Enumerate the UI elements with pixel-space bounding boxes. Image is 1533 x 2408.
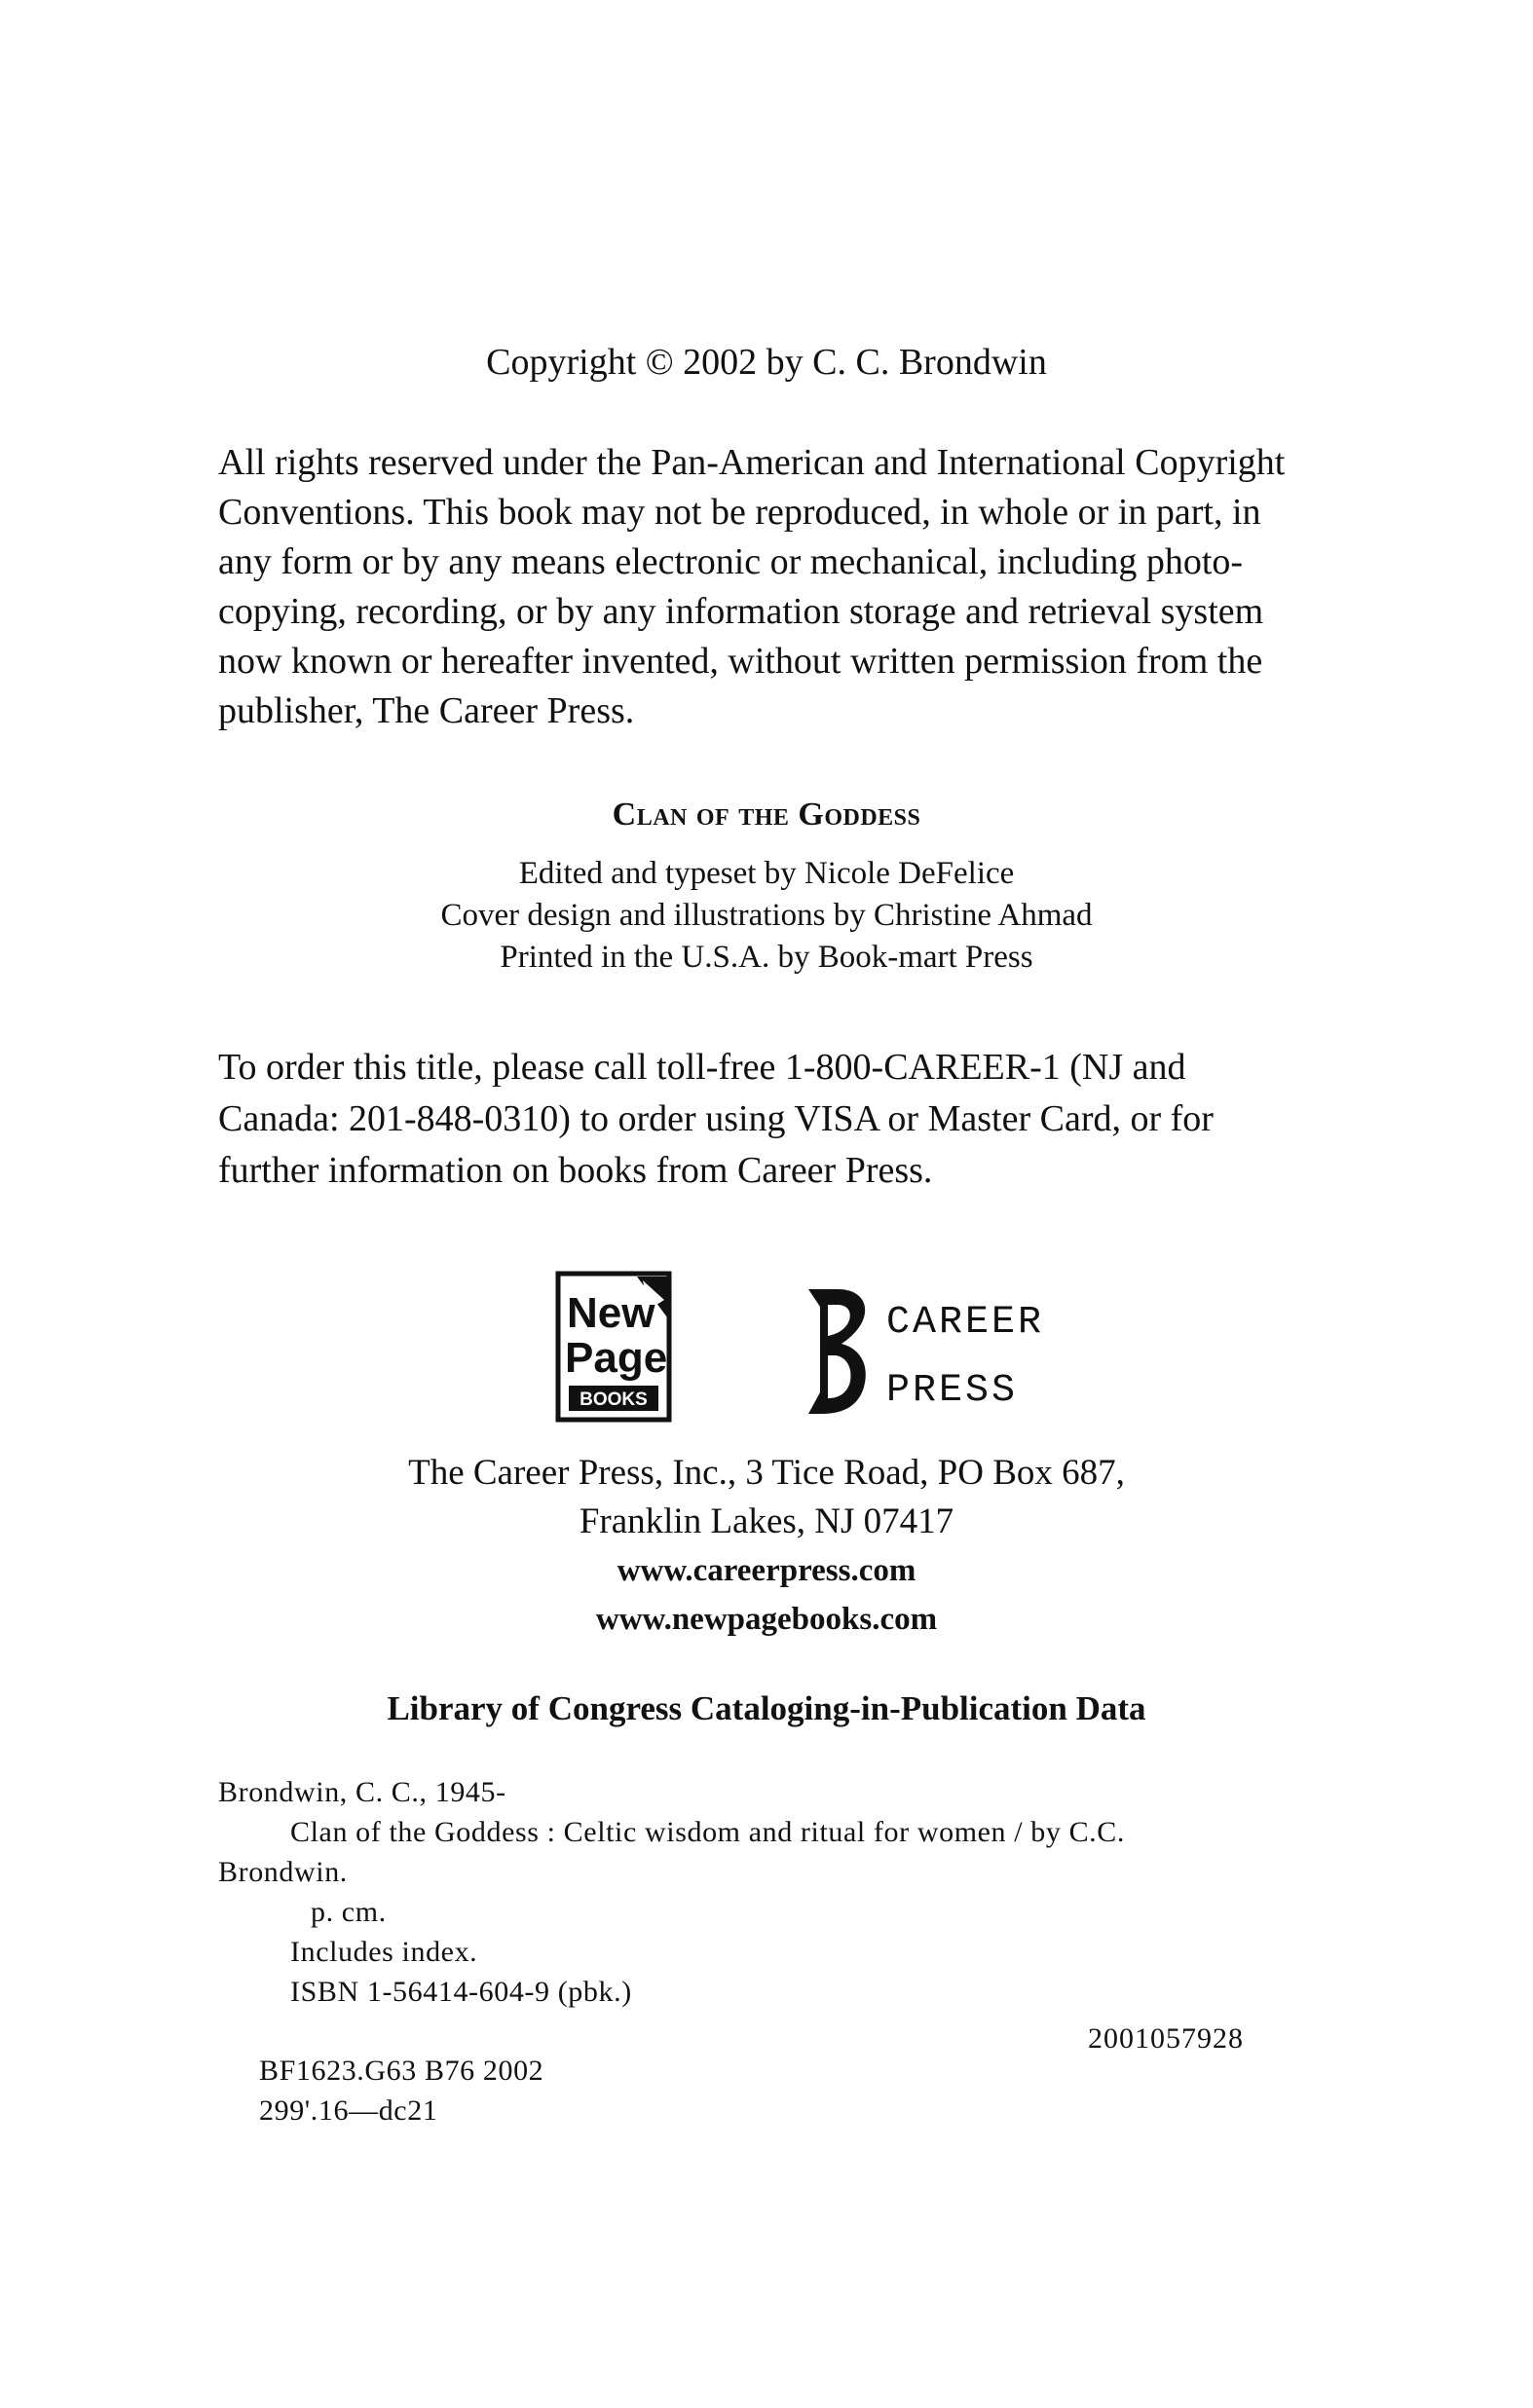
credits-block: [0, 853, 1533, 979]
logo-newpage-text: BOOKS: [580, 1389, 648, 1410]
publisher-address: [0, 1449, 1533, 1644]
cip-isbn: ISBN 1-56414-604-9 (pbk.): [290, 1976, 632, 2008]
rights-line: copying, recording, or by any information storage and retrieval system: [218, 591, 1264, 632]
order-paragraph: [218, 1042, 1319, 1197]
credit-line: Edited and typeset by Nicole DeFelice: [518, 856, 1015, 891]
new-page-books-logo: [555, 1271, 676, 1423]
logo-newpage-text: Page: [565, 1334, 668, 1382]
credit-line: Cover design and illustrations by Christine Ahmad: [440, 898, 1093, 933]
order-line: further information on books from Career Press.: [218, 1150, 933, 1191]
website-link[interactable]: www.newpagebooks.com: [595, 1602, 938, 1637]
address-line: The Career Press, Inc., 3 Tice Road, PO Box 687,: [408, 1453, 1125, 1493]
rights-line: publisher, The Career Press.: [218, 690, 635, 731]
career-press-logo: [799, 1285, 1045, 1416]
rights-line: now known or hereafter invented, without written permission from the: [218, 641, 1263, 682]
book-title: Clan of the Goddess: [612, 796, 921, 833]
address-line: Franklin Lakes, NJ 07417: [579, 1501, 954, 1541]
logo-career-text: CAREER: [886, 1301, 1045, 1345]
cip-title-continued: Brondwin.: [218, 1856, 348, 1888]
rights-line: Conventions. This book may not be reproduced, in whole or in part, in: [218, 492, 1261, 533]
logo-career-text: PRESS: [886, 1369, 1019, 1413]
cip-record: [218, 1772, 1328, 2130]
lccip-heading: Library of Congress Cataloging-in-Publication Data: [387, 1689, 1146, 1727]
logo-newpage-text: New: [567, 1289, 655, 1337]
rights-paragraph: [218, 438, 1319, 736]
rights-line: All rights reserved under the Pan-American and International Copyright: [218, 442, 1286, 483]
cip-title: Clan of the Goddess : Celtic wisdom and ritual for women / by C.C.: [290, 1816, 1125, 1848]
rights-line: any form or by any means electronic or mechanical, including photo-: [218, 541, 1244, 582]
cip-index: Includes index.: [290, 1936, 478, 1968]
cip-pages: p. cm.: [311, 1896, 387, 1928]
cip-classification: BF1623.G63 B76 2002: [259, 2055, 544, 2087]
lccn-number: 2001057928: [1088, 2022, 1244, 2055]
order-line: Canada: 201-848-0310) to order using VISA or Master Card, or for: [218, 1098, 1214, 1139]
order-line: To order this title, please call toll-free 1-800-CAREER-1 (NJ and: [218, 1047, 1186, 1088]
cip-author: Brondwin, C. C., 1945-: [218, 1776, 506, 1808]
website-link[interactable]: www.careerpress.com: [617, 1553, 916, 1588]
copyright-line: Copyright © 2002 by C. C. Brondwin: [486, 342, 1047, 383]
cip-dewey: 299'.16—dc21: [259, 2094, 438, 2127]
credit-line: Printed in the U.S.A. by Book-mart Press: [500, 940, 1033, 975]
